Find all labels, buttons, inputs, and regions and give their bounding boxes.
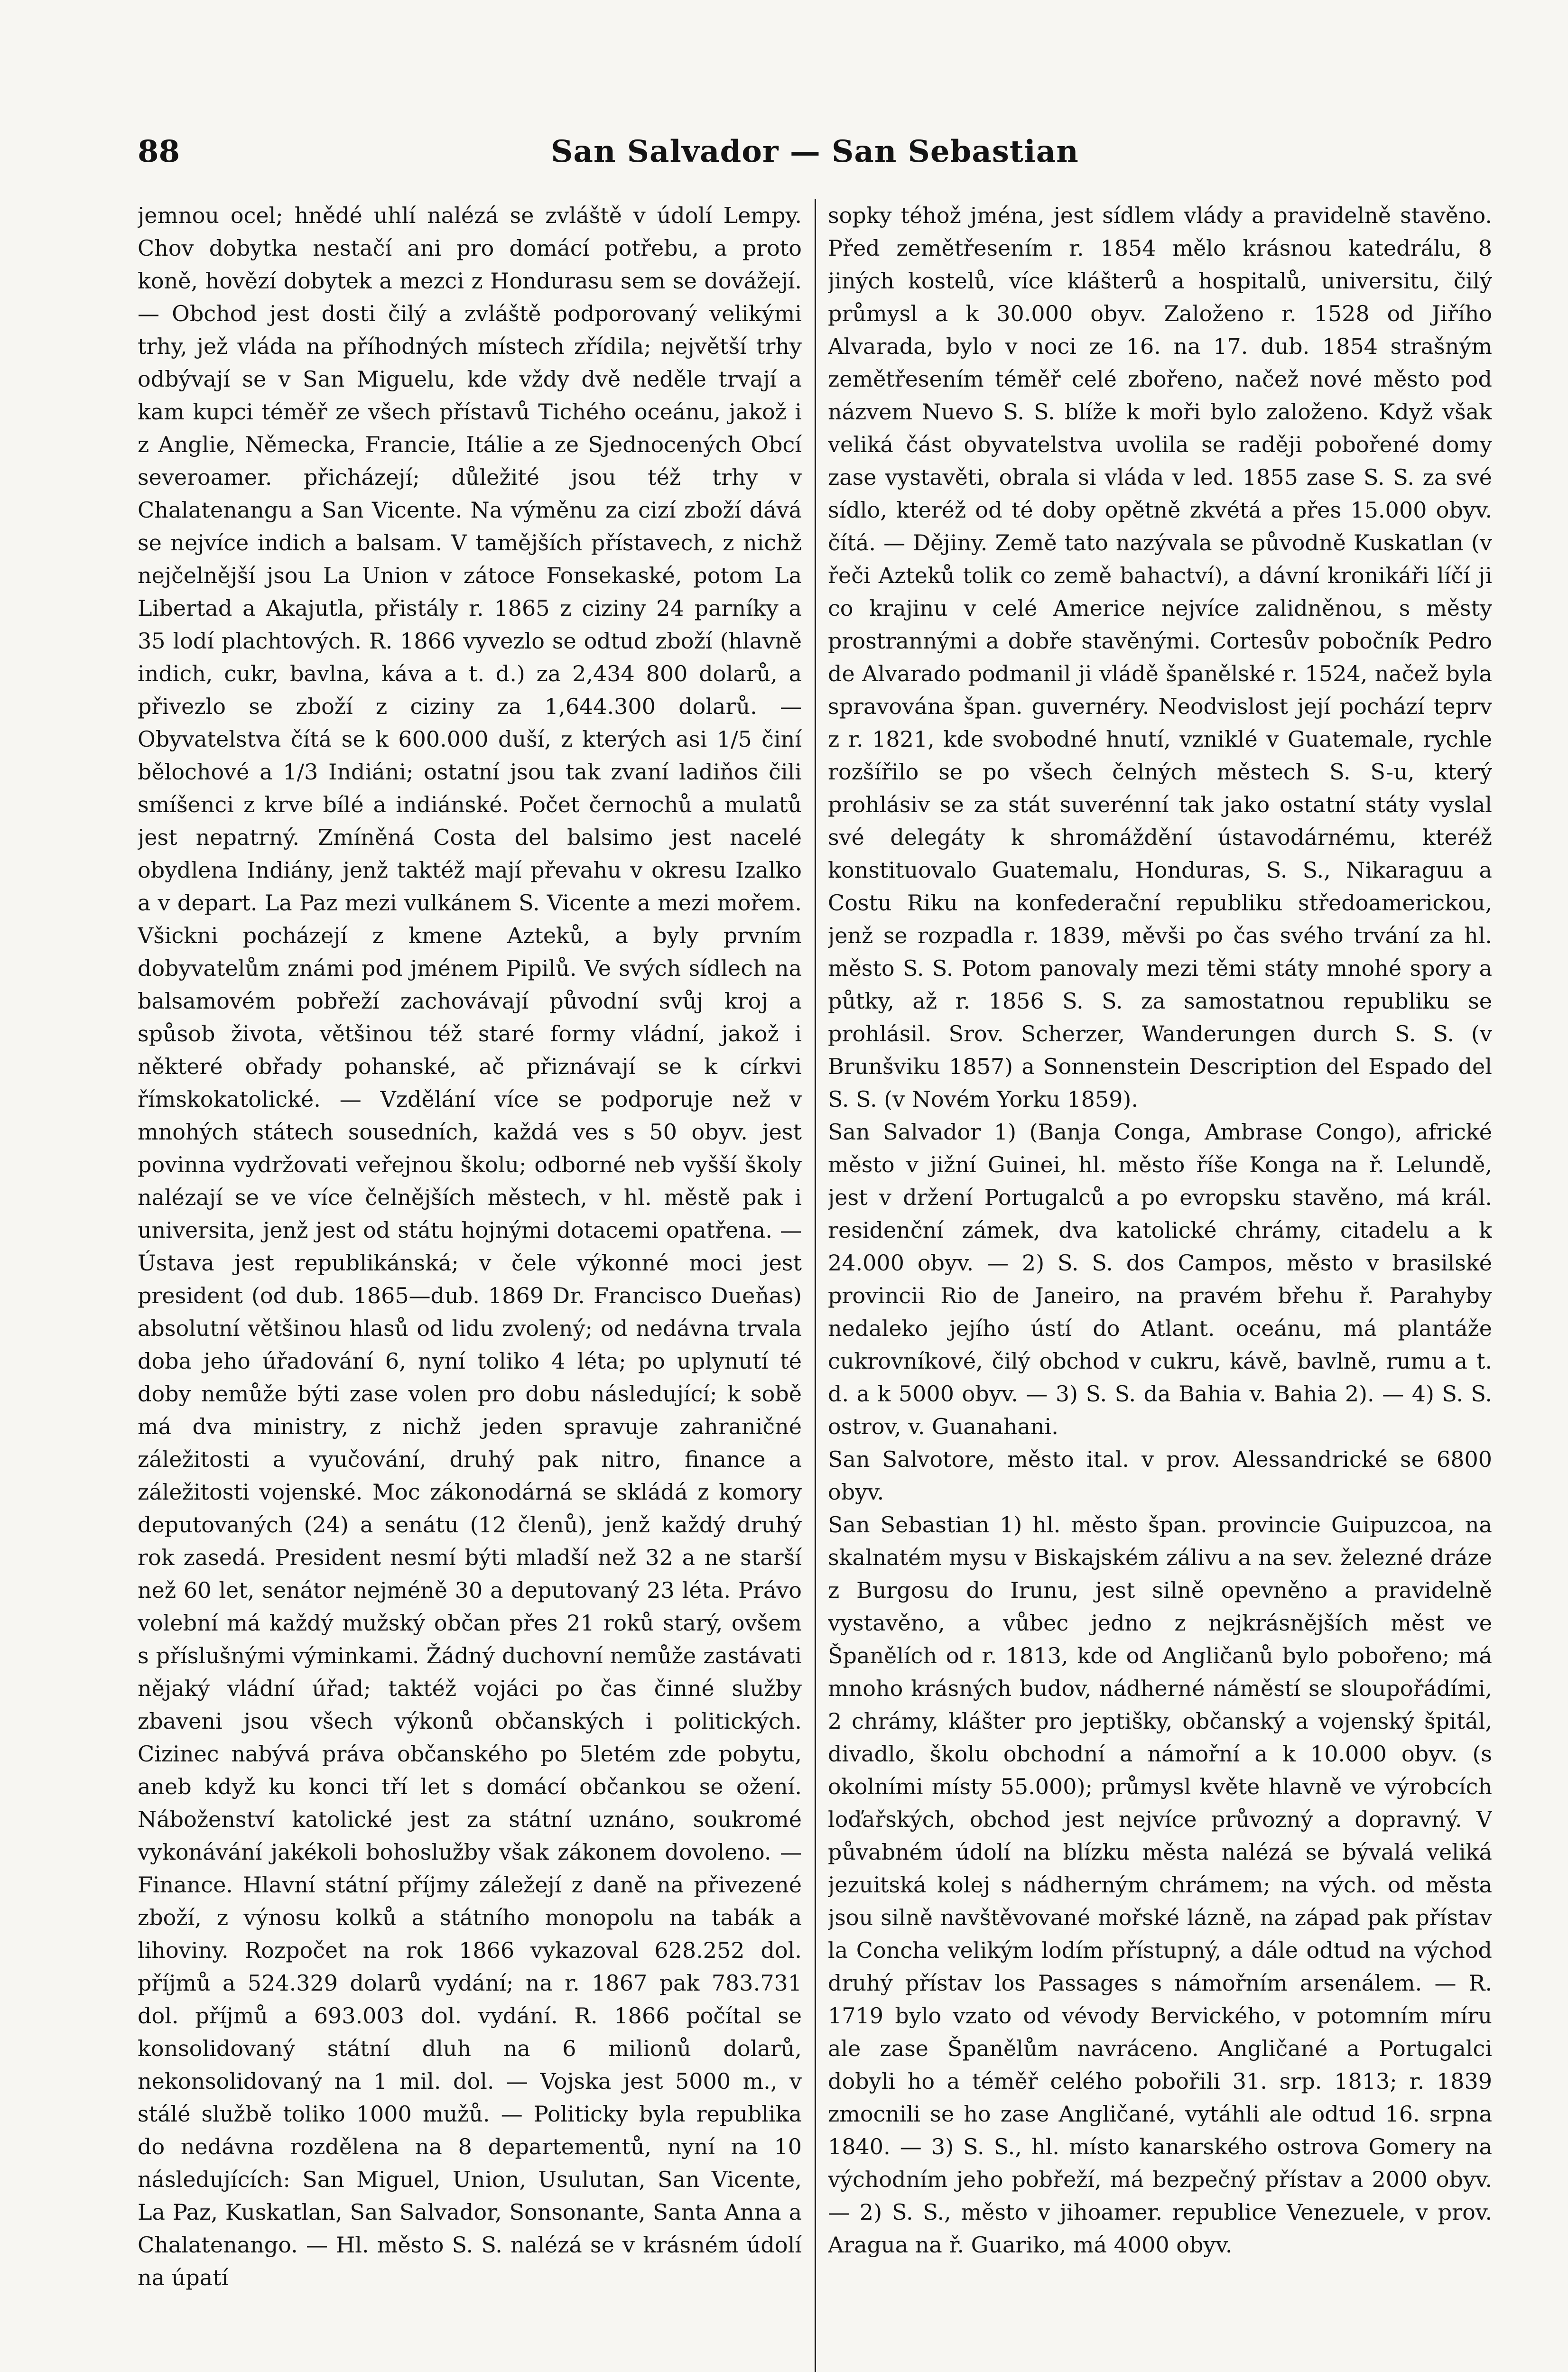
running-head: San Salvador — San Sebastian xyxy=(551,134,1079,169)
entry-san-sebastian: San Sebastian 1) hl. město špan. provincie Guipuzcoa, na skalnatém mysu v Biskajském zálivu a na sev. železné dráze z Burgosu do Irunu, jest silně opevněno a pravidelně vystavěno, a vůbec jedno z nejkrásnějších měst ve Španělích od r. 1813, kde od Angličanů bylo pobořeno; má mnoho krásných budov, nádherné náměstí se sloupořádími, 2 chrámy, klášter pro jeptišky, občanský a vojenský špitál, divadlo, školu obchodní a námořní a k 10.000 obyv. (s okolními místy 55.000); průmysl květe hlavně ve výrobcích loďařských, obchod jest nejvíce průvozný a dopravný. V půvabném údolí na blízku města nalézá se bývalá veliká jezuitská kolej s nádherným chrámem; na vých. od města jsou silně navštěvované mořské lázně, na západ pak přístav la Concha velikým lodím přístupný, a dále odtud na východ druhý přístav los Passages s námořním arsenálem. — R. 1719 bylo vzato od vévody Bervického, v potomním míru ale zase Španělům navráceno. Angličané a Portugalci dobyli ho a téměř celého pobořili 31. srp. 1813; r. 1839 zmocnili se ho zase Angličané, vytáhli ale odtud 16. srpna 1840. — 3) S. S., hl. místo kanarského ostrova Gomery na východním jeho pobřeží, má bezpečný přístav a 2000 obyv. — 2) S. S., město v jihoamer. republice Venezuele, v prov. Aragua na ř. Guariko, má 4000 obyv. xyxy=(828,1512,1492,2258)
right-column xyxy=(828,199,1492,2372)
entry-san-salvador: San Salvador 1) (Banja Conga, Ambrase Congo), africké město v jižní Guinei, hl. město říše Konga na ř. Lelundě, jest v držení Portugalců a po evropsku stavěno, má král. residenční zámek, dva katolické chrámy, citadelu a k 24.000 obyv. — 2) S. S. dos Campos, město v brasilské provincii Rio de Janeiro, na pravém břehu ř. Parahyby nedaleko jejího ústí do Atlant. oceánu, má plantáže cukrovníkové, čilý obchod v cukru, kávě, bavlně, rumu a t. d. a k 5000 obyv. — 3) S. S. da Bahia v. Bahia 2). — 4) S. S. ostrov, v. Guanahani. xyxy=(828,1119,1492,1439)
left-column xyxy=(138,199,802,2372)
column-divider xyxy=(815,199,816,2372)
entry-san-salvotore: San Salvotore, město ital. v prov. Alessandrické se 6800 obyv. xyxy=(828,1446,1492,1505)
entry-text-continuation: sopky téhož jména, jest sídlem vlády a pravidelně stavěno. Před zemětřesením r. 1854 mělo krásnou katedrálu, 8 jiných kostelů, více klášterů a hospitalů, universitu, čilý průmysl a k 30.000 obyv. Založeno r. 1528 od Jiřího Alvarada, bylo v noci ze 16. na 17. dub. 1854 strašným zemětřesením téměř celé zbořeno, načež nové město pod názvem Nuevo S. S. blíže k moři bylo založeno. Když však veliká část obyvatelstva uvolila se raději pobořené domy zase vystavěti, obrala si vláda v led. 1855 zase S. S. za své sídlo, kteréž od té doby opětně zkvétá a přes 15.000 obyv. čítá. — Dějiny. Země tato nazývala se původně Kuskatlan (v řeči Azteků tolik co země bahactví), a dávní kronikáři líčí ji co krajinu v celé Americe nejvíce zalidněnou, s městy prostrannými a dobře stavěnými. Cortesův pobočník Pedro de Alvarado podmanil ji vládě španělské r. 1524, načež byla spravována špan. guvernéry. Neodvislost její pochází teprv z r. 1821, kde svobodné hnutí, vzniklé v Guatemale, rychle rozšířilo se po všech čelných městech S. S-u, který prohlásiv se za stát suverénní tak jako ostatní státy vyslal své delegáty k shromáždění ústavodárnému, kteréž konstituovalo Guatemalu, Honduras, S. S., Nikaraguu a Costu Riku na konfederační republiku středoamerickou, jenž se rozpadla r. 1839, měvši po čas svého trvání za hl. město S. S. Potom panovaly mezi těmi státy mnohé spory a půtky, až r. 1856 S. S. za samostatnou republiku se prohlásil. Srov. Scherzer, Wanderungen durch S. S. (v Brunšviku 1857) a Sonnenstein Description del Espado del S. S. (v Novém Yorku 1859). xyxy=(828,203,1492,1112)
page-header xyxy=(138,134,1492,176)
entry-text-san-salvador-state: jemnou ocel; hnědé uhlí nalézá se zvláště v údolí Lempy. Chov dobytka nestačí ani pro domácí potřebu, a proto koně, hovězí dobytek a mezci z Hondurasu sem se dovážejí. — Obchod jest dosti čilý a zvláště podporovaný velikými trhy, jež vláda na příhodných místech zřídila; největší trhy odbývají se v San Miguelu, kde vždy dvě neděle trvají a kam kupci téměř ze všech přístavů Tichého oceánu, jakož i z Anglie, Německa, Francie, Itálie a ze Sjednocených Obcí severoamer. přicházejí; důležité jsou též trhy v Chalatenangu a San Vicente. Na výměnu za cizí zboží dává se nejvíce indich a balsam. V tamějších přístavech, z nichž nejčelnější jsou La Union v zátoce Fonsekaské, potom La Libertad a Akajutla, přistály r. 1865 z ciziny 24 parníky a 35 lodí plachtových. R. 1866 vyvezlo se odtud zboží (hlavně indich, cukr, bavlna, káva a t. d.) za 2,434 800 dolarů, a přivezlo se zboží z ciziny za 1,644.300 dolarů. — Obyvatelstva čítá se k 600.000 duší, z kterých asi 1/5 činí bělochové a 1/3 Indiáni; ostatní jsou tak zvaní ladiňos čili smíšenci z krve bílé a indiánské. Počet černochů a mulatů jest nepatrný. Zmíněná Costa del balsimo jest nacelé obydlena Indiány, jenž taktéž mají převahu v okresu Izalko a v depart. La Paz mezi vulkánem S. Vicente a mezi mořem. Všickni pocházejí z kmene Azteků, a byly prvním dobyvatelům známi pod jménem Pipilů. Ve svých sídlech na balsamovém pobřeží zachovávají původní svůj kroj a spůsob života, většinou též staré formy vládní, jakož i některé obřady pohanské, ač přiznávají se k církvi římskokatolické. — Vzdělání více se podporuje než v mnohých státech sousedních, každá ves s 50 obyv. jest povinna vydržovati veřejnou školu; odborné neb vyšší školy nalézají se ve více čelnějších městech, v hl. městě pak i universita, jenž jest od státu hojnými dotacemi opatřena. — Ústava jest republikánská; v čele výkonné moci jest president (od dub. 1865—dub. 1869 Dr. Francisco Dueňas) absolutní většinou hlasů od lidu zvolený; od nedávna trvala doba jeho úřadování 6, nyní toliko 4 léta; po uplynutí té doby nemůže býti zase volen pro dobu následující; k sobě má dva ministry, z nichž jeden spravuje zahraničné záležitosti a vyučování, druhý pak nitro, finance a záležitosti vojenské. Moc zákonodárná se skládá z komory deputovaných (24) a senátu (12 členů), jenž každý druhý rok zasedá. President nesmí býti mladší než 32 a ne starší než 60 let, senátor nejméně 30 a deputovaný 23 léta. Právo volební má každý mužský občan přes 21 roků starý, ovšem s příslušnými výminkami. Žádný duchovní nemůže zastávati nějaký vládní úřad; taktéž vojáci po čas činné služby zbaveni jsou všech výkonů občanských i politických. Cizinec nabývá práva občanského po 5letém zde pobytu, aneb když ku konci tří let s domácí občankou se ožení. Náboženství katolické jest za státní uznáno, soukromé vykonávání jakékoli bohoslužby však zákonem dovoleno. — Finance. Hlavní státní příjmy záležejí z daně na přivezené zboží, z výnosu kolků a státního monopolu na tabák a lihoviny. Rozpočet na rok 1866 vykazoval 628.252 dol. příjmů a 524.329 dolarů vydání; na r. 1867 pak 783.731 dol. příjmů a 693.003 dol. vydání. R. 1866 počítal se konsolidovaný státní dluh na 6 milionů dolarů, nekonsolidovaný na 1 mil. dol. — Vojska jest 5000 m., v stálé službě toliko 1000 mužů. — Politicky byla republika do nedávna rozdělena na 8 departementů, nyní na 10 následujících: San Miguel, Union, Usulutan, San Vicente, La Paz, Kuskatlan, San Salvador, Sonsonante, Santa Anna a Chalatenango. — Hl. město S. S. nalézá se v krásném údolí na úpatí xyxy=(138,203,802,2290)
page-number: 88 xyxy=(138,134,180,169)
